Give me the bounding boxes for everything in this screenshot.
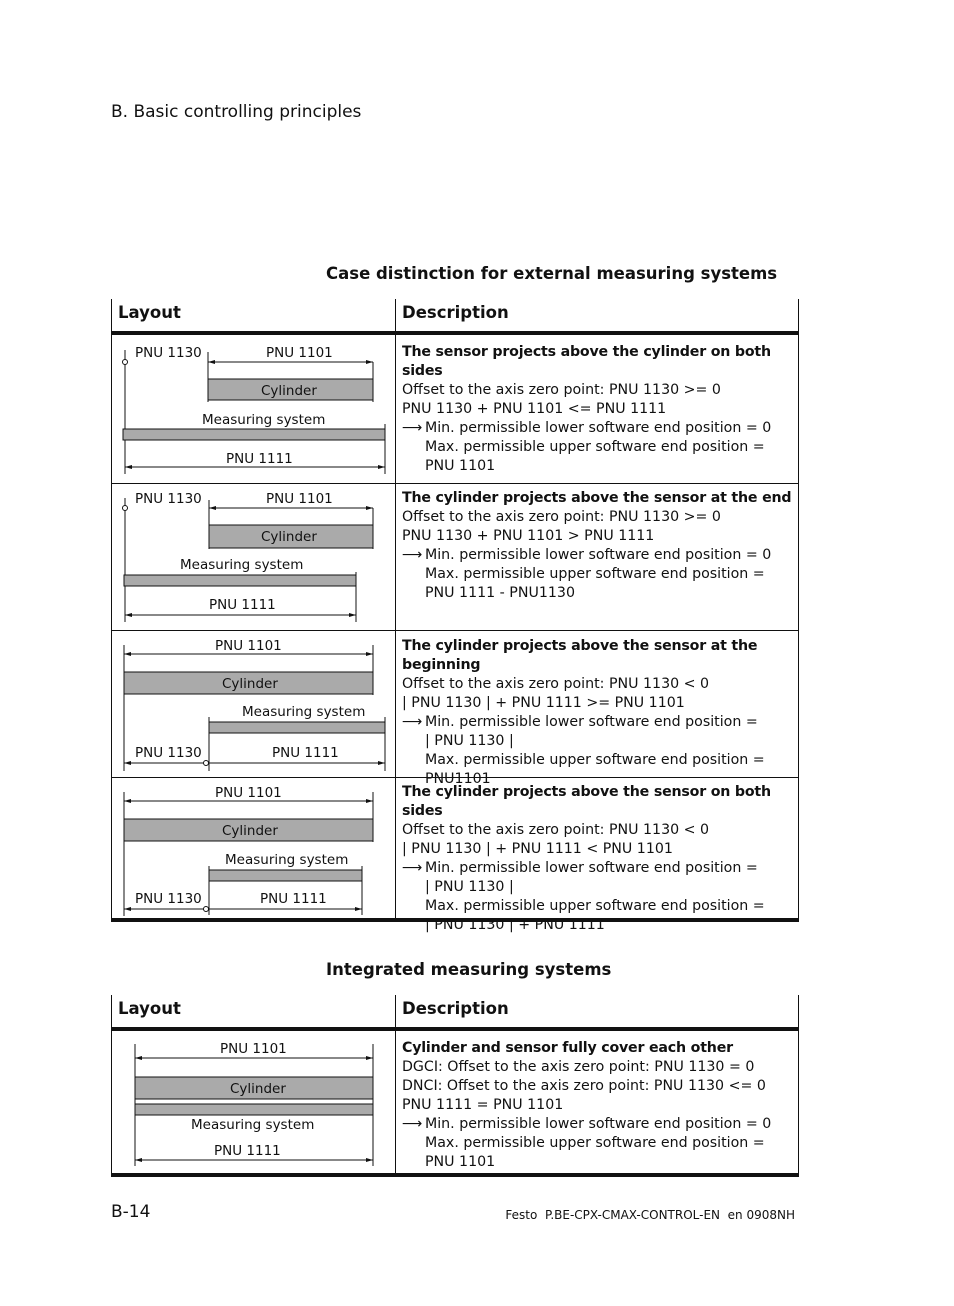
diag3-measuring: Measuring system xyxy=(242,704,366,720)
layout-diagram-2 xyxy=(112,484,394,630)
description-4-line: Offset to the axis zero point: PNU 1130 < 0 xyxy=(402,822,710,838)
description-1-title: The sensor projects above the cylinder on both sides xyxy=(402,344,771,379)
description-3-indent: Max. permissible upper software end position = xyxy=(425,752,765,768)
description-4-line: | PNU 1130 | + PNU 1111 < PNU 1101 xyxy=(402,841,673,857)
table1-title: Case distinction for external measuring systems xyxy=(326,264,778,283)
layout-diagram-integrated xyxy=(112,1032,394,1172)
table1-col-description: Description xyxy=(402,303,509,322)
description-3-arrow-line: Min. permissible lower software end position = xyxy=(425,714,758,730)
table1-col-layout: Layout xyxy=(118,303,181,322)
description-3-line: | PNU 1130 | + PNU 1111 >= PNU 1101 xyxy=(402,695,685,711)
diag5-pnu1111: PNU 1111 xyxy=(214,1143,281,1159)
description-5-line: DNCI: Offset to the axis zero point: PNU 1130 <= 0 xyxy=(402,1078,766,1094)
section-heading: B. Basic controlling principles xyxy=(111,102,362,122)
description-3-line: Offset to the axis zero point: PNU 1130 < 0 xyxy=(402,676,710,692)
arrow-icon: ⟶ xyxy=(402,1116,423,1132)
diag2-pnu1130: PNU 1130 xyxy=(135,491,202,507)
description-2-indent: PNU 1111 - PNU1130 xyxy=(425,585,575,601)
description-1-arrow-line: Min. permissible lower software end position = 0 xyxy=(425,420,772,436)
description-2-line: Offset to the axis zero point: PNU 1130 >= 0 xyxy=(402,509,721,525)
arrow-icon: ⟶ xyxy=(402,420,423,436)
description-4-title: The cylinder projects above the sensor on both sides xyxy=(402,784,771,819)
diag1-pnu1101: PNU 1101 xyxy=(266,345,333,361)
diag1-pnu1111: PNU 1111 xyxy=(226,451,293,467)
description-5-arrow-line: Min. permissible lower software end position = 0 xyxy=(425,1116,772,1132)
diag5-cylinder: Cylinder xyxy=(230,1081,286,1097)
description-5-line: DGCI: Offset to the axis zero point: PNU 1130 = 0 xyxy=(402,1059,755,1075)
diag2-pnu1111: PNU 1111 xyxy=(209,597,276,613)
diag4-cylinder: Cylinder xyxy=(222,823,278,839)
description-5-indent: Max. permissible upper software end position = xyxy=(425,1135,765,1151)
diag1-pnu1130: PNU 1130 xyxy=(135,345,202,361)
description-3-indent: | PNU 1130 | xyxy=(425,733,514,749)
description-4 xyxy=(402,783,792,935)
diag1-measuring: Measuring system xyxy=(202,412,326,428)
diag2-cylinder: Cylinder xyxy=(261,529,317,545)
description-integrated xyxy=(402,1039,792,1172)
diag3-pnu1111: PNU 1111 xyxy=(272,745,339,761)
description-4-indent: | PNU 1130 | + PNU 1111 xyxy=(425,917,605,933)
description-5-title: Cylinder and sensor fully cover each other xyxy=(402,1040,733,1056)
diag2-pnu1101: PNU 1101 xyxy=(266,491,333,507)
table2-col-description: Description xyxy=(402,999,509,1018)
diag3-cylinder: Cylinder xyxy=(222,676,278,692)
description-3-title: The cylinder projects above the sensor at the beginning xyxy=(402,638,758,673)
diag4-measuring: Measuring system xyxy=(225,852,349,868)
layout-diagram-3 xyxy=(112,631,394,777)
diag5-measuring: Measuring system xyxy=(191,1117,315,1133)
layout-diagram-1 xyxy=(112,336,394,483)
diag3-pnu1130: PNU 1130 xyxy=(135,745,202,761)
description-5-indent: PNU 1101 xyxy=(425,1154,496,1170)
description-1-line: PNU 1130 + PNU 1101 <= PNU 1111 xyxy=(402,401,667,417)
description-4-indent: | PNU 1130 | xyxy=(425,879,514,895)
diag4-pnu1101: PNU 1101 xyxy=(215,785,282,801)
description-1-line: Offset to the axis zero point: PNU 1130 >= 0 xyxy=(402,382,721,398)
description-2-title: The cylinder projects above the sensor at the end xyxy=(402,490,792,506)
diag4-pnu1111: PNU 1111 xyxy=(260,891,327,907)
layout-diagram-4 xyxy=(112,778,394,918)
description-3-indent: PNU1101 xyxy=(425,771,491,787)
description-3 xyxy=(402,637,792,789)
description-1 xyxy=(402,343,792,476)
description-2-arrow-line: Min. permissible lower software end position = 0 xyxy=(425,547,772,563)
diag5-pnu1101: PNU 1101 xyxy=(220,1041,287,1057)
diag3-pnu1101: PNU 1101 xyxy=(215,638,282,654)
description-5-line: PNU 1111 = PNU 1101 xyxy=(402,1097,564,1113)
table2-col-layout: Layout xyxy=(118,999,181,1018)
description-1-indent: Max. permissible upper software end position = xyxy=(425,439,765,455)
diag4-pnu1130: PNU 1130 xyxy=(135,891,202,907)
page-number: B-14 xyxy=(111,1202,151,1222)
diag2-measuring: Measuring system xyxy=(180,557,304,573)
arrow-icon: ⟶ xyxy=(402,547,423,563)
description-4-arrow-line: Min. permissible lower software end position = xyxy=(425,860,758,876)
description-4-indent: Max. permissible upper software end position = xyxy=(425,898,765,914)
description-2-indent: Max. permissible upper software end position = xyxy=(425,566,765,582)
description-2-line: PNU 1130 + PNU 1101 > PNU 1111 xyxy=(402,528,655,544)
diag1-cylinder: Cylinder xyxy=(261,383,317,399)
table2-title: Integrated measuring systems xyxy=(326,960,612,979)
description-1-indent: PNU 1101 xyxy=(425,458,496,474)
description-2 xyxy=(402,489,792,603)
arrow-icon: ⟶ xyxy=(402,714,423,730)
document-id: Festo P.BE-CPX-CMAX-CONTROL-EN en 0908NH xyxy=(505,1208,795,1222)
arrow-icon: ⟶ xyxy=(402,860,423,876)
